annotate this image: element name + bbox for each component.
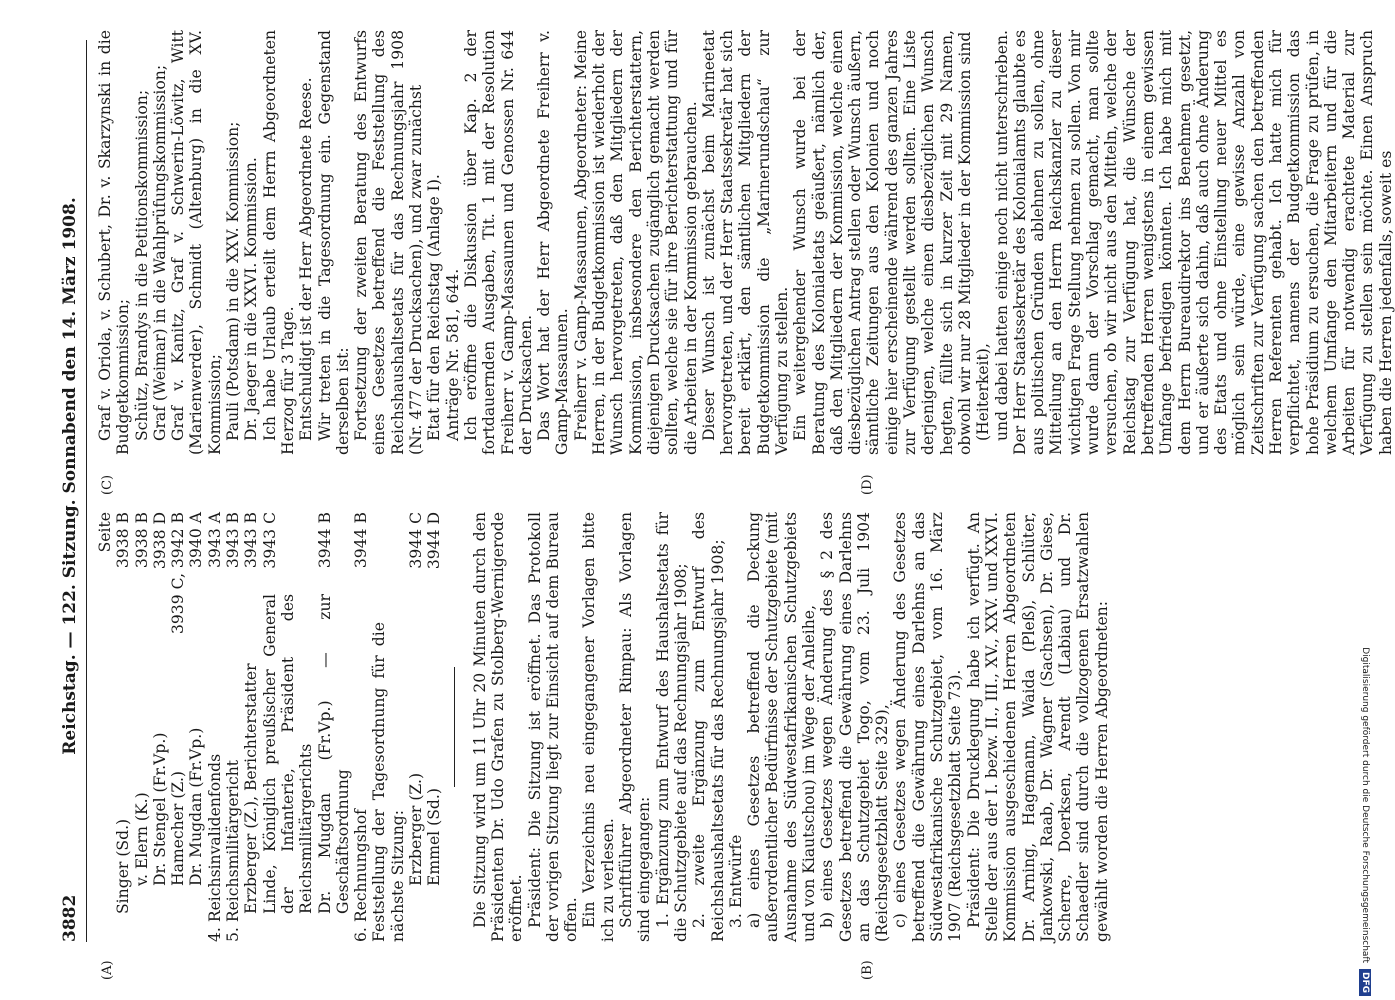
toc-label: Erzberger (Z.), Berichterstatter [242,663,261,914]
paragraph: und dabei hatten einige noch nicht unterschrieben. Der Herr Staatssekretär des Kolonialamts glaubte es aus politischen Gründen ablehnen zu sollen, ohne Mitteilung an den Herrn Reichskanzler zu dieser wichtigen Frage Stellung nehmen zu sollen. Von mir wurde dann der Vorschlag gemacht, man sollte versuchen, ob wir nicht aus den Mitteln, welche der Reichstag zur Verfügung hat, die Wünsche der betreffenden Herren wenigstens in einem gewissen Umfange befriedigen könnten. Ich habe mich mit dem Herrn Bureaudirektor ins Benehmen gesetzt, und er äußerte sich dahin, daß auch ohne Änderung des Etats und ohne Einstellung neuer Mittel es möglich sein würde, eine gewisse Anzahl von Zeitschriften zur Verfügung sachen den betreffenden Herren Referenten gehabt. Ich hatte mich für verpflichtet, namens der Budgetkommission das hohe Präsidium zu ersuchen, die Frage zu prüfen, in welchem Umfange den Mitarbeitern und für die Arbeiten für notwendig erachtete Material zur Verfügung zu stellen sein möchte. Einen Anspruch haben die Herren jedenfalls, soweit es [992,30,1395,455]
paragraph: Ich habe Urlaub erteilt dem Herrn Abgeordneten Herzog für 3 Tage. [260,30,297,455]
toc-entry [224,512,242,942]
toc-entry [407,512,425,942]
paragraph: Wir treten in die Tagesordnung ein. Gegenstand derselben ist: [315,30,352,455]
paragraph: Präsident: Die Sitzung ist eröffnet. Das Protokoll der vorigen Sitzung liegt zur Einsicht auf dem Bureau offen. [525,512,581,942]
paragraph: Dieser Wunsch ist zunächst beim Marineetat hervorgetreten, und der Herr Staatssekretär hat sich bereit erklärt, den sämtlichen Mitgliedern der Budgetkommission die „Marinerundschau“ zur Verfügung zu stellen. [699,30,791,455]
paragraph: (Heiterkeit), [974,343,993,441]
paragraph: 1. Ergänzung zum Entwurf des Haushaltsetats für die Schutzgebiete auf das Rechnungsjahr 1908; [653,512,690,942]
toc-entry [187,512,205,942]
paragraph: Ein Verzeichnis neu eingegangener Vorlagen bitte ich zu verlesen. [580,512,617,942]
toc-label: Dr. Mugdan (Fr.Vp.) — zur Geschäftsordnung [315,594,352,914]
paragraph: Das Wort hat der Herr Abgeordnete Freiherr v. Gamp-Massaunen. [535,30,572,455]
credit-text: Digitalisierung gefördert durch die Deutsche Forschungsgemeinschaft [1360,647,1370,963]
toc-label: Linde, Königlich preußischer General der Infanterie, Präsident des Reichsmilitärgerichts [260,594,316,914]
toc-label: Emmel (Sd.) [425,788,444,886]
paragraph: Etat für den Reichstag (Anlage I). [425,174,444,441]
toc-heading: Seite [96,512,114,553]
toc-label: Dr. Mugdan (Fr.Vp.) [187,727,206,886]
right-column [96,30,1395,455]
toc-entry [133,512,151,942]
toc-entry [370,512,407,942]
toc-page: 3944 C [407,512,426,569]
toc-label: Dr. Stengel (Fr.Vp.) [150,732,169,886]
toc-label: Feststellung der Tagesordnung für die nächste Sitzung: [370,622,407,942]
toc-label: Hamecher (Z.) [169,770,188,886]
page-number: 3882 [60,894,80,942]
margin-mark-b: (B) [860,960,875,980]
toc-label: Erzberger (Z.) [407,772,426,886]
margin-mark-c: (C) [100,474,115,495]
paragraph: 3. Entwürfe [726,834,745,928]
toc-page: 3944 D [425,512,444,570]
paragraph: Anträge Nr. 581, 644. [443,268,462,441]
toc-page: 3943 B [242,512,261,569]
left-column-text [471,512,1111,942]
side-credit [1355,4,1375,996]
paragraph: Graf v. Kanitz, Graf v. Schwerin-Löwitz, Witt (Marienwerder), Schmidt (Altenburg) in die XV. Kommission; [169,30,224,455]
margin-mark-d: (D) [860,474,875,495]
paragraph: a) eines Gesetzes betreffend die Deckung außerordentlicher Bedürfnisse der Schutzgebiete (mit Ausnahme des Südwestafrikanischen Schutzgebiets und von Kiautschou) im Wege der Anleihe, [745,512,818,942]
paragraph: Schütz, Brandys in die Petitionskommission; [132,89,151,441]
toc-entry [425,512,443,942]
toc-page: 3943 B [224,512,243,569]
toc-page: 3938 B [132,512,151,569]
paragraph: Schriftführer Abgeordneter Rimpau: Als Vorlagen sind eingegangen: [617,512,654,942]
paragraph: Graf v. Oriola, v. Schubert, Dr. v. Skarzynski in die Budgetkommission; [96,30,133,455]
toc-page: 3939 C, 3942 B [169,512,188,635]
toc-label: 6. Rechnungshof [352,809,371,942]
toc-entry [151,512,169,942]
divider [454,667,455,787]
header-title: Reichstag. — 122. Sitzung. Sonnabend den 14. März 1908. [60,197,80,755]
toc-page: 3938 D [150,512,169,570]
paragraph: Dr. Jaeger in die XXVI. Kommission. [242,157,261,441]
toc-label: 4. Reichsinvalidenfonds [205,753,224,942]
paragraph: Ich eröffne die Diskussion über Kap. 2 der fortdauernden Ausgaben, Tit. 1 mit der Resolution Freiherr v. Gamp-Massaunen und Genossen Nr. 644 der Drucksachen. [461,30,535,455]
toc-label: 5. Reichsmilitärgericht [224,759,243,942]
toc-entry [242,512,260,942]
left-column [96,512,1111,942]
paragraph: Graf (Weimar) in die Wahlprüfungskommission; [150,64,169,441]
paragraph: Präsident: Die Drucklegung habe ich verfügt. An Stelle der aus der I. bezw. II., III., XV., XXV. und XXVI. Kommission ausgeschiedenen Herren Abgeordneten Dr. Arning, Hagemann, Waida (Pleß), Schlüter, Jankowski, Raab, Dr. Wagner (Sachsen), Dr. Giese, Scherre, Doerksen, Arendt (Labiau) und Dr. Schaedler sind durch die vollzogenen Ersatzwahlen gewählt worden die Herren Abgeordneten: [964,512,1111,942]
toc-label: v. Elern (K.) [132,792,151,886]
table-of-contents [114,512,443,942]
paragraph: Pauli (Potsdam) in die XXV. Kommission; [224,121,243,441]
toc-entry [316,512,353,942]
margin-mark-a: (A) [100,960,115,980]
toc-entry [352,512,370,942]
toc-page: 3938 B [114,512,133,569]
right-column-text [96,30,1395,455]
toc-entry [206,512,224,942]
page-header [58,40,87,942]
toc-entry [169,512,187,942]
toc-entry [114,512,132,942]
toc-page: 3943 C [260,512,279,569]
paragraph: Freiherr v. Gamp-Massaunen, Abgeordneter: Meine Herren, in der Budgetkommission ist wiederholt der Wunsch hervorgetreten, daß den Mitgliedern der Kommission, insbesondere den Berichterstattern, diejenigen Drucksachen zugänglich gemacht werden sollten, welche sie für ihre Berichterstattung und für die Arbeiten in der Kommission gebrauchen. [571,30,700,455]
paragraph: 2. zweite Ergänzung zum Entwurf des Reichshaushaltsetats für das Rechnungsjahr 1908; [690,512,727,942]
paragraph: Ein weitergehender Wunsch wurde bei der Beratung des Kolonialetats geäußert, nämlich der, daß den Mitgliedern der Kommission, welche einen diesbezüglichen Antrag stellen oder Wunsch äußern, sämtliche Zeitungen aus den Kolonien und noch einige hier erscheinende während des ganzen Jahres zur Verfügung gestellt werden sollten. Eine Liste derjenigen, welche einen diesbezüglichen Wunsch hegten, füllte sich in kurzer Zeit mit 29 Namen, obwohl wir nur 28 Mitglieder in der Kommission sind [791,30,974,455]
paragraph: Entschuldigt ist der Herr Abgeordnete Reese. [297,77,316,441]
paragraph: b) eines Gesetzes wegen Änderung des § 2 des Gesetzes betreffend die Gewährung eines Darlehns an das Schutzgebiet Togo, vom 23. Juli 1904 (Reichsgesetzblatt Seite 329), [818,512,892,942]
toc-page: 3944 B [315,512,334,569]
toc-entry [261,512,316,942]
toc-page: 3944 B [352,512,371,569]
dfg-logo: DFG [1359,969,1371,996]
toc-page: 3940 A [187,512,206,568]
paragraph: Fortsetzung der zweiten Beratung des Entwurfs eines Gesetzes betreffend die Feststellung des Reichshaushaltsetats für das Rechnungsjahr 1908 (Nr. 477 der Drucksachen), und zwar zunächst [352,30,426,455]
paragraph: c) eines Gesetzes wegen Änderung des Gesetzes betreffend die Gewährung eines Darlehns an das Südwestafrikanische Schutzgebiet, vom 16. März 1907 (Reichsgesetzblatt Seite 73). [891,512,965,942]
paragraph: Die Sitzung wird um 11 Uhr 20 Minuten durch den Präsidenten Dr. Udo Grafen zu Stolberg-Wernigerode eröffnet. [470,512,526,942]
toc-label: Singer (Sd.) [114,818,133,914]
toc-page: 3943 A [205,512,224,568]
